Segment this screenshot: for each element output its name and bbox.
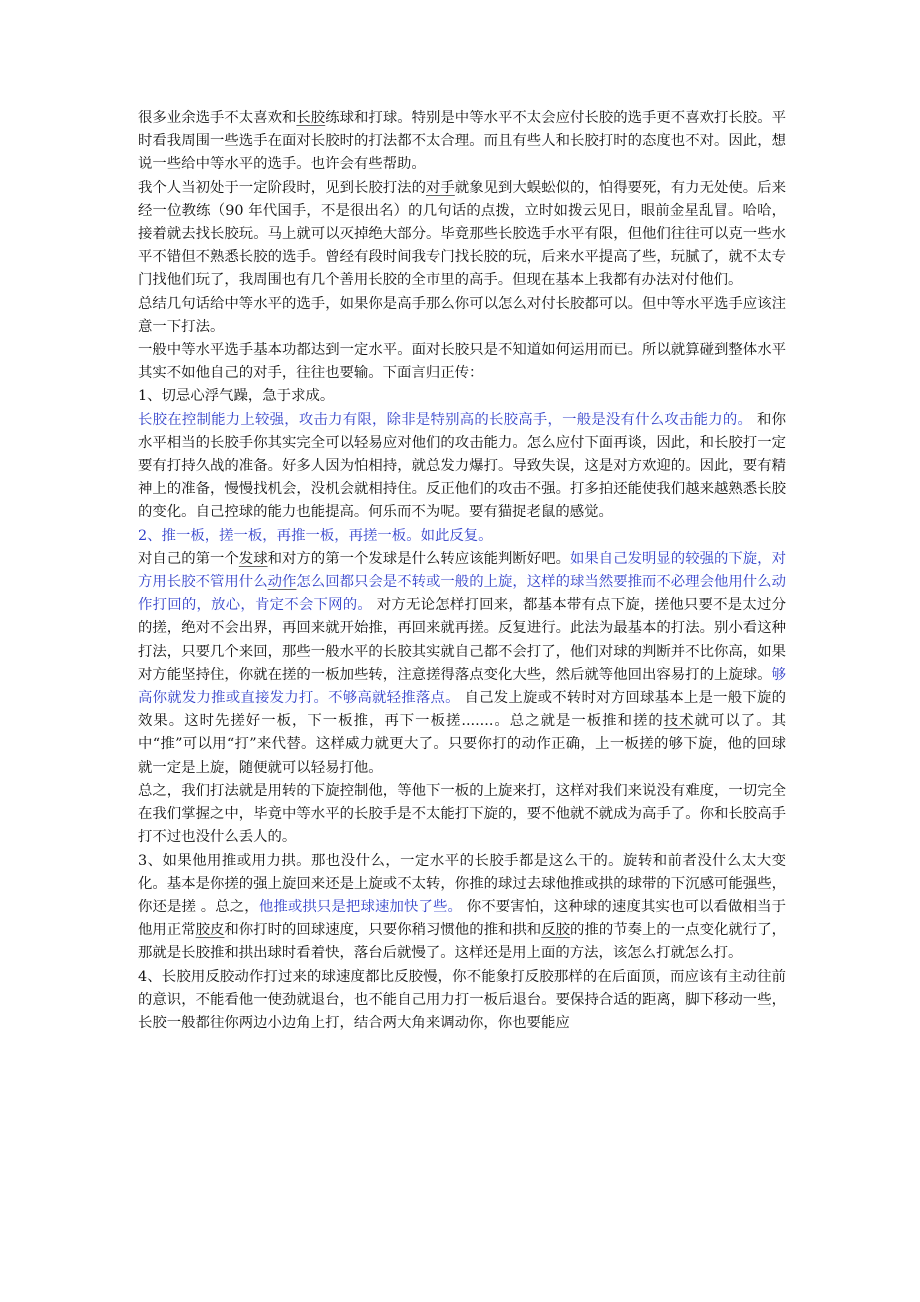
text-run: 很多业余选手不太喜欢和 — [138, 110, 297, 126]
link-action[interactable]: 动作 — [267, 574, 297, 591]
paragraph-point-3 — [138, 850, 786, 966]
text-run: 就象见到大蜈蚣似的，怕得要死，有力无处使。后来经一位教练（90 年代国手，不是很出名）的几句话的点拨，立时如拨云见日，眼前金星乱冒。哈哈，接着就去找长胶玩。马上就可以灭掉绝大部分。毕竟那些长胶选手水平有限，但他们往往可以克一些水平不错但不熟悉长胶的选手。曾经有段时间我专门找长胶的玩，后来水平提高了些，玩腻了，就不太专门找他们玩了，我周围也有几个善用长胶的全市里的高手。但现在基本上我都有办法对付他们。 — [138, 179, 786, 289]
point-1-heading: 1、切忌心浮气躁，急于求成。 — [138, 388, 335, 405]
text-run: 对自己的第一个 — [138, 550, 239, 567]
link-rubber[interactable]: 胶皮 — [195, 922, 225, 939]
highlight-text: 如果自己发明显的较强的下旋，对方用长胶不管用什么 — [138, 550, 786, 591]
text-run: 和对方的第一个发球是什么转应该能判断好吧。 — [267, 550, 570, 567]
paragraph-basics: 一般中等水平选手基本功都达到一定水平。面对长胶只是不知道如何运用而已。所以就算碰到整体水平其实不如他自己的对手，往往也要输。下面言归正传： — [138, 342, 786, 382]
highlight-text: 他推或拱只是把球速加快了些。 — [258, 898, 463, 915]
paragraph-intro — [138, 107, 786, 177]
highlight-text: 怎么回都只会是不转或一般的上旋，这样的球当然要推而不必理会他用什么动作打回的，放心，肯定不会下网的。 — [138, 574, 786, 614]
text-run: 和你水平相当的长胶手你其实完全可以轻易应对他们的攻击能力。怎么应付下面再谈，因此，和长胶打一定要有打持久战的准备。好多人因为怕相持，就总发力爆打。导致失误，这是对方欢迎的。因此，要有精神上的准备，慢慢找机会，没机会就相持住。反正他们的攻击不强。打多拍还能使我们越来越熟悉长胶的变化。自己控球的能力也能提高。何乐而不为呢。要有猫捉老鼠的感觉。 — [138, 411, 786, 521]
text-run: 自己发上旋或不转时对方回球基本上是一般下旋的效果。这时先搓好一板，下一板推，再下一板搓.......。总之就是一板推和搓的 — [138, 690, 786, 730]
point-2-heading — [138, 525, 786, 548]
highlight-text: 推一板，搓一板，再推一板，再搓一板。如此反复。 — [161, 527, 493, 544]
paragraph-point-1 — [138, 409, 786, 525]
highlight-text: 够高你就发力推或直接发力打。不够高就轻推落点。 — [138, 666, 786, 707]
highlight-text: 长胶在控制能力上较强，攻击力有限，除非是特别高的长胶高手，一般是没有什么攻击能力的。 — [138, 411, 753, 428]
paragraph-experience — [138, 177, 786, 293]
link-serve[interactable]: 发球 — [238, 550, 268, 567]
text-run: 和你打时的回球速度，只要你稍习惯他的推和拱和 — [224, 922, 542, 939]
paragraph-point-4: 4、长胶用反胶动作打过来的球速度都比反胶慢，你不能象打反胶那样的在后面顶，而应该有主动往前的意识，不能看他一使劲就退台，也不能自己用力打一板后退台。要保持合适的距离，脚下移动一些，长胶一般都往你两边小边角上打，结合两大角来调动你，你也要能应 — [138, 968, 786, 1031]
paragraph-conclusion: 总之，我们打法就是用转的下旋控制他，等他下一板的上旋来打，这样对我们来说没有难度，一切完全在我们掌握之中，毕竟中等水平的长胶手是不太能打下旋的，要不他就不就成为高手了。你和长胶高手打不过也没什么丢人的。 — [138, 782, 786, 846]
paragraph-summary: 总结几句话给中等水平的选手，如果你是高手那么你可以怎么对付长胶都可以。但中等水平选手应该注意一下打法。 — [138, 295, 786, 335]
text-run: 你不要害怕，这种球的速度其实也可以看做相当于他用正常 — [138, 898, 786, 939]
link-opponent[interactable]: 对手 — [425, 179, 455, 196]
link-inverted-rubber[interactable]: 反胶 — [541, 922, 571, 939]
document-body — [138, 107, 786, 1035]
text-run: 就可以了。其中“推”可以用“打”来代替。这样威力就更大了。只要你打的动作正确，上一板搓的够下旋，他的回球就一定是上旋，随便就可以轻易打他。 — [138, 713, 786, 776]
text-run: 我个人当初处于一定阶段时，见到长胶打法的 — [138, 179, 426, 196]
paragraph-point-2 — [138, 548, 786, 780]
text-run: 对方无论怎样打回来，都基本带有点下旋，搓他只要不是太过分的搓，绝对不会出界，再回来就开始推，再回来就再搓。反复进行。此法为最基本的打法。别小看这种打法，只要几个来回，那些一般水平的长胶其实就自己都不会打了，他们对球的判断并不比你高，如果对方能坚持住，你就在搓的一板加些转，注意搓得落点变化大些，然后就等他回出容易打的上旋球。 — [138, 597, 786, 683]
point-number: 2、 — [138, 527, 162, 544]
text-run: 的推的节奏上的一点变化就行了，那就是长胶推和拱出球时看着快，落台后就慢了。这样还是用上面的方法，该怎么打就怎么打。 — [138, 922, 786, 962]
text-run: 练球和打球。特别是中等水平不太会应付长胶的选手更不喜欢打长胶。平时看我周围一些选手在面对长胶时的打法都不太合理。而且有些人和长胶打时的态度也不对。因此，想说一些给中等水平的选手。也许会有些帮助。 — [138, 110, 786, 173]
text-run: 3、如果他用推或用力拱。那也没什么，一定水平的长胶手都是这么干的。旋转和前者没什么太大变化。基本是你搓的强上旋回来还是上旋或不太转，你推的球过去球他推或拱的球带的下沉感可能强些，你还是搓 。总之， — [138, 852, 786, 915]
link-long-pimple[interactable]: 长胶 — [296, 110, 326, 126]
link-technique[interactable]: 技术 — [663, 713, 695, 730]
